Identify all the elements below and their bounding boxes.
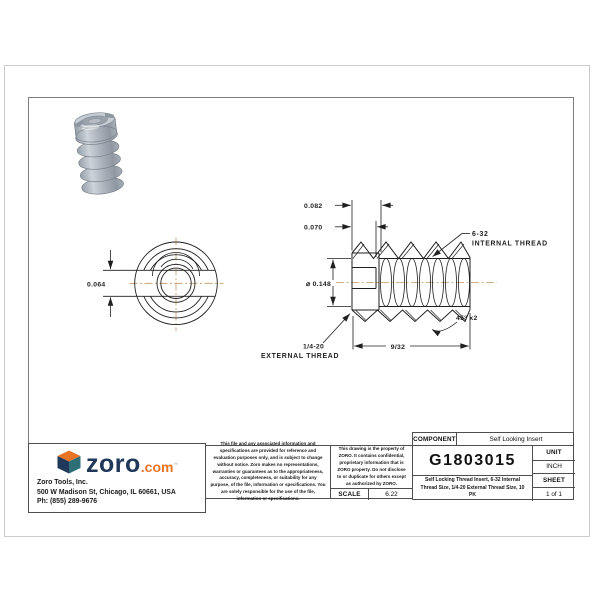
side-view — [336, 242, 497, 322]
internal-thread-text-1: 6-32 — [472, 231, 489, 238]
component-label: COMPONENT — [413, 433, 457, 445]
property-scale-box — [330, 445, 413, 499]
technical-drawing-svg — [28, 97, 574, 444]
scale-value: 6.22 — [369, 488, 414, 500]
depth-dimension-2 — [304, 221, 388, 257]
internal-thread-callout — [433, 231, 548, 257]
chamfer-callout — [432, 314, 478, 331]
product-photo — [73, 111, 125, 197]
sheet-value: 1 of 1 — [533, 487, 575, 502]
depth-dim-2-text: 0.070 — [304, 224, 323, 232]
internal-thread-text-2: INTERNAL THREAD — [472, 240, 548, 248]
part-number: G1803015 — [413, 446, 533, 476]
component-value: Self Looking Insert — [489, 435, 543, 443]
bore-dim-text: ⌀ 0.148 — [306, 281, 332, 288]
component-row — [412, 432, 574, 446]
front-centerlines — [130, 238, 224, 332]
depth-dim-1-text: 0.082 — [304, 203, 323, 210]
company-box — [28, 443, 206, 513]
zoro-logo — [29, 444, 205, 478]
external-thread-text-2: EXTERNAL THREAD — [261, 353, 340, 360]
property-notice-text: This drawing is the property of ZORO. It contains confidential, proprietary information that is ZORO property. Do not disclose to or duplicate for others except as authorized by ZORO. — [337, 446, 406, 486]
bore-dimension — [306, 259, 351, 307]
company-phone: Ph: (855) 289-9676 — [37, 498, 98, 506]
logo-suffix: .com — [140, 459, 174, 475]
chamfer-text: 45° x2 — [456, 315, 478, 322]
logo-trademark: ™ — [173, 462, 178, 467]
part-description: Self Locking Thread Insert, 6-32 Internal Thread Size, 1/4-20 External Thread Size, 10 PK — [413, 476, 533, 501]
company-street: 500 W Madison St, Chicago, IL 60661, USA — [37, 488, 176, 496]
unit-value: INCH — [533, 460, 575, 474]
slot-width-text: 0.064 — [87, 281, 106, 289]
external-thread-text-1: 1/4-20 — [303, 343, 325, 351]
company-name: Zoro Tools, Inc. — [37, 479, 88, 486]
unit-label: UNIT — [546, 449, 562, 457]
part-info-block — [412, 445, 574, 500]
company-address — [29, 475, 205, 507]
sheet-label: SHEET — [533, 473, 575, 487]
zoro-cube-icon — [56, 449, 82, 475]
logo-word: zoro — [86, 449, 141, 478]
head-slot — [352, 268, 376, 289]
external-thread-top — [352, 242, 470, 259]
disclaimer-box — [205, 440, 331, 502]
internal-thread-profile — [381, 259, 470, 307]
external-thread-callout — [261, 314, 350, 360]
length-dim-text: 9/32 — [390, 344, 406, 351]
scale-label: SCALE — [331, 488, 369, 500]
front-view — [130, 238, 224, 332]
disclaimer-text: This file and any associated information and specifications are provided for reference and evaluation purposes only, and is subject to change without notice. Zoro makes no representations, warranties or guarantees as to the appropriateness, accuracy, completeness, or suitability for any purpose, of the file, information or specifications. You are solely responsible for the use of the file, information or specifications. — [210, 440, 326, 502]
